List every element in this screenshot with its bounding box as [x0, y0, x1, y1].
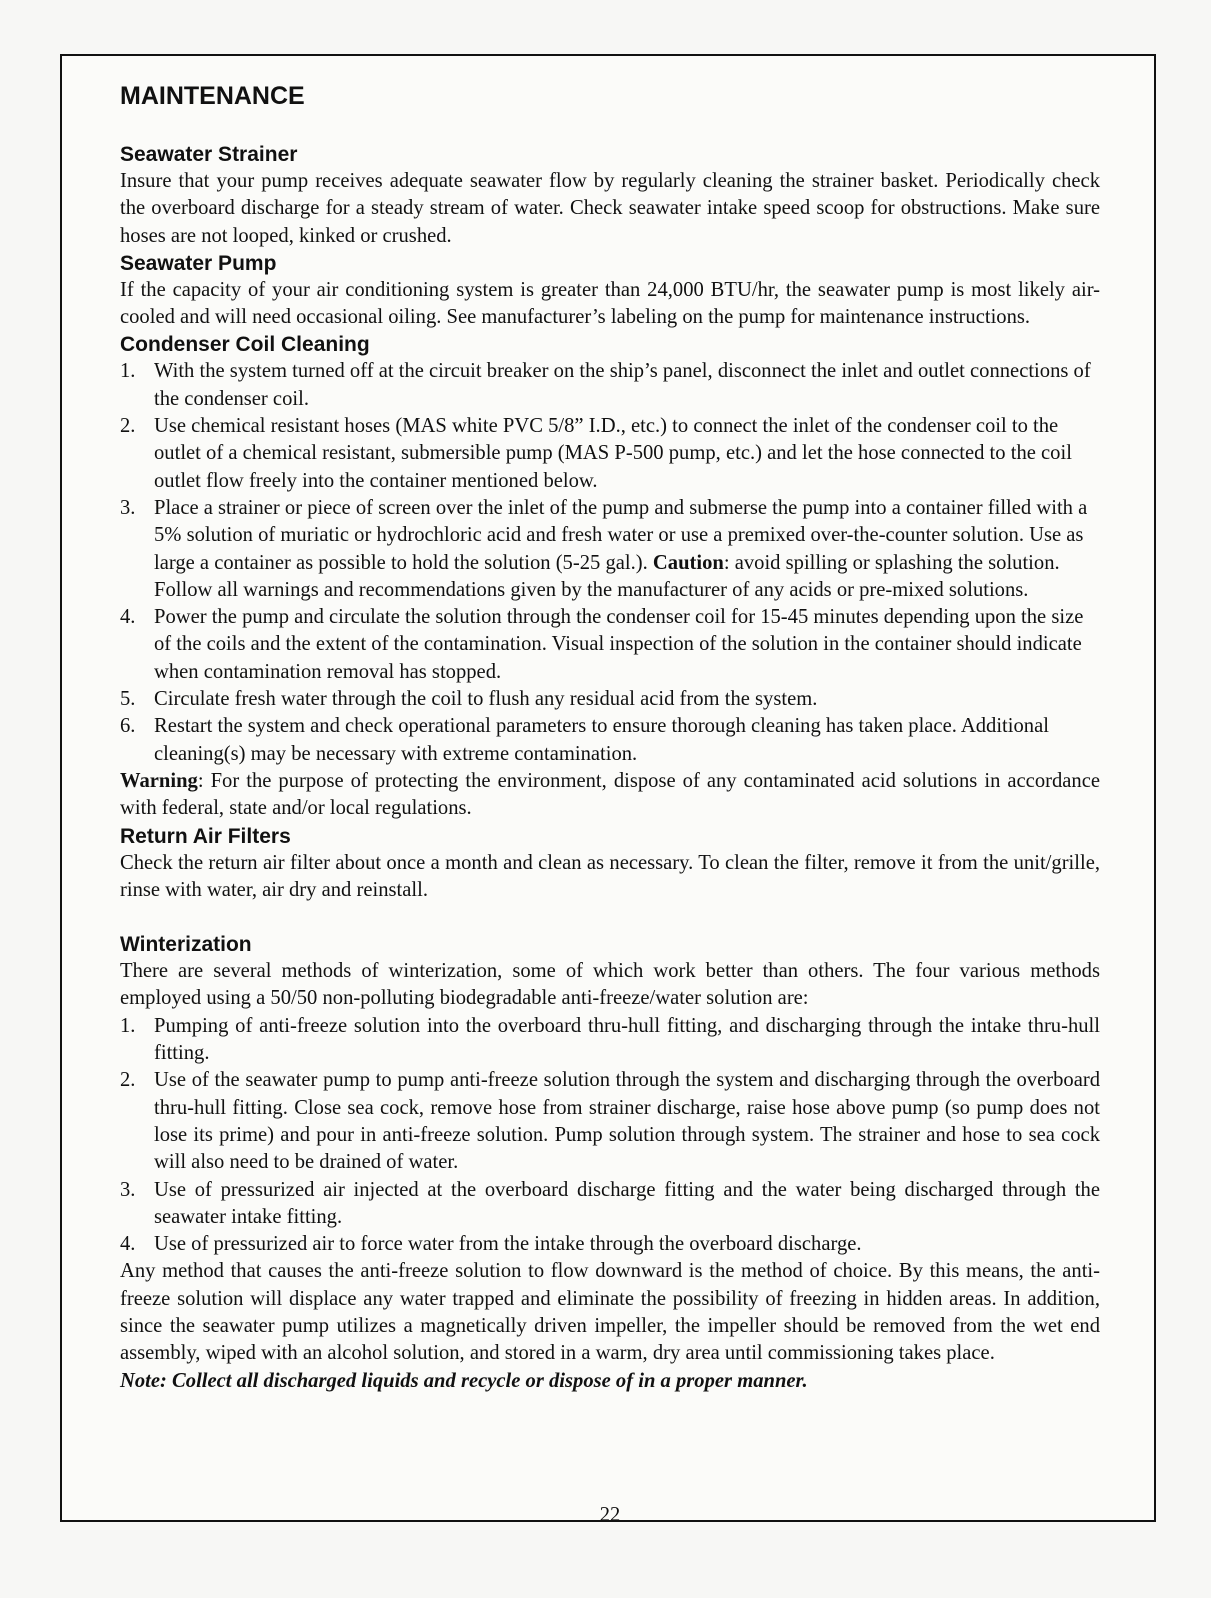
seawater-pump-text: If the capacity of your air conditioning system is greater than 24,000 BTU/hr, the seawater pump is most likely air-cooled and will need occasional oiling. See manufacturer’s labeling on the pump for maintenance instructions. — [120, 278, 1100, 329]
list-number: 2. — [120, 415, 136, 438]
list-text: Use of pressurized air to force water from the intake through the overboard discharge. — [154, 1233, 862, 1256]
winterization-note: Note: Collect all discharged liquids and recycle or dispose of in a proper manner. — [120, 1369, 808, 1392]
list-text: Power the pump and circulate the solution through the condenser coil for 15-45 minutes depending upon the size of the coils and the extent of the contamination. Visual inspection of the solution in the container should indicate when contamination removal has stopped. — [154, 606, 1084, 683]
list-item — [120, 413, 1100, 495]
warning-paragraph — [120, 768, 1100, 823]
list-number: 5. — [120, 688, 136, 711]
seawater-pump-heading: Seawater Pump — [120, 251, 277, 275]
list-item — [120, 358, 1100, 413]
list-text: Use of the seawater pump to pump anti-freeze solution through the system and discharging through the overboard thru-hull fitting. Close sea cock, remove hose from strainer discharge, raise hose above pump (so pump does not lose its prime) and pour in anti-freeze solution. Pump solution through system. The strainer and hose to sea cock will also need to be drained of water. — [154, 1069, 1100, 1174]
page-frame — [60, 54, 1156, 1526]
winterization-intro: There are several methods of winterization, some of which work better than others. The four various methods employed using a 50/50 non-polluting biodegradable anti-freeze/water solution are: — [120, 960, 1100, 1010]
list-number: 6. — [120, 715, 136, 738]
page-number: 22 — [599, 1504, 621, 1526]
list-item — [120, 604, 1100, 686]
winterization-closing: Any method that causes the anti-freeze solution to flow downward is the method of choice. By this means, the anti-freeze solution will displace any water trapped and eliminate the possibility of freezing in hidden areas. In addition, since the seawater pump utilizes a magnetically driven impeller, the impeller should be removed from the wet end assembly, wiped with an alcohol solution, and stored in a warm, dry area until commissioning takes place. — [120, 1260, 1100, 1365]
page-title: MAINTENANCE — [120, 82, 305, 110]
list-number: 1. — [120, 1014, 136, 1037]
list-number: 4. — [120, 606, 136, 629]
return-air-filters-heading: Return Air Filters — [120, 824, 291, 848]
page-content — [120, 80, 1100, 1526]
seawater-strainer-heading: Seawater Strainer — [120, 143, 298, 166]
list-text: Pumping of anti-freeze solution into the overboard thru-hull fitting, and discharging through the intake thru-hull fitting. — [154, 1014, 1100, 1065]
list-item — [120, 1013, 1100, 1068]
list-number: 2. — [120, 1069, 136, 1092]
list-item — [120, 1177, 1100, 1232]
seawater-strainer-text: Insure that your pump receives adequate seawater flow by regularly cleaning the strainer basket. Periodically check the overboard discharge for a steady stream of water. Check seawater intake speed scoop for obstructions. Make sure hoses are not looped, kinked or crushed. — [120, 170, 1100, 247]
list-item — [120, 1231, 1100, 1258]
condenser-coil-heading: Condenser Coil Cleaning — [120, 333, 370, 357]
list-item — [120, 713, 1100, 768]
list-text: Restart the system and check operational parameters to ensure thorough cleaning has taken place. Additional cleaning(s) may be necessary with extreme contamination. — [154, 715, 1049, 765]
list-text: Use chemical resistant hoses (MAS white PVC 5/8” I.D., etc.) to connect the inlet of the condenser coil to the outlet of a chemical resistant, submersible pump (MAS P-500 pump, etc.) and let the hose connected to the coil outlet flow freely into the container mentioned below. — [154, 415, 1072, 492]
warning-text: : For the purpose of protecting the environment, dispose of any contaminated acid solutions in accordance with federal, state and/or local regulations. — [120, 769, 1100, 820]
list-item — [120, 495, 1100, 604]
winterization-heading: Winterization — [120, 933, 252, 957]
list-item — [120, 686, 1100, 713]
list-number: 3. — [120, 496, 136, 519]
list-text-continued: : avoid spilling or splashing the solution. Follow all warnings and recommendations given by the manufacturer of any acids or pre-mixed solutions. — [154, 551, 1060, 601]
list-text: Use of pressurized air injected at the overboard discharge fitting and the water being discharged through the seawater intake fitting. — [154, 1178, 1100, 1228]
list-item — [120, 1067, 1100, 1176]
list-text: Circulate fresh water through the coil to flush any residual acid from the system. — [154, 688, 818, 711]
list-text: Place a strainer or piece of screen over the inlet of the pump and submerse the pump into a container filled with a 5% solution of muriatic or hydrochloric acid and fresh water or use a premixed over-the-counter solution. Use as large a container as possible to hold the solution (5-25 gal.). — [154, 496, 1088, 574]
winterization-steps — [120, 1013, 1100, 1259]
list-text: With the system turned off at the circuit breaker on the ship’s panel, disconnect the inlet and outlet connections of the condenser coil. — [154, 360, 1091, 410]
warning-label: Warning — [120, 769, 198, 792]
list-number: 3. — [120, 1178, 136, 1201]
condenser-coil-steps — [120, 358, 1100, 767]
caution-label: Caution — [652, 551, 724, 574]
return-air-filters-text: Check the return air filter about once a month and clean as necessary. To clean the filter, remove it from the unit/grille, rinse with water, air dry and reinstall. — [120, 851, 1100, 901]
list-number: 4. — [120, 1233, 136, 1256]
list-number: 1. — [120, 360, 136, 383]
